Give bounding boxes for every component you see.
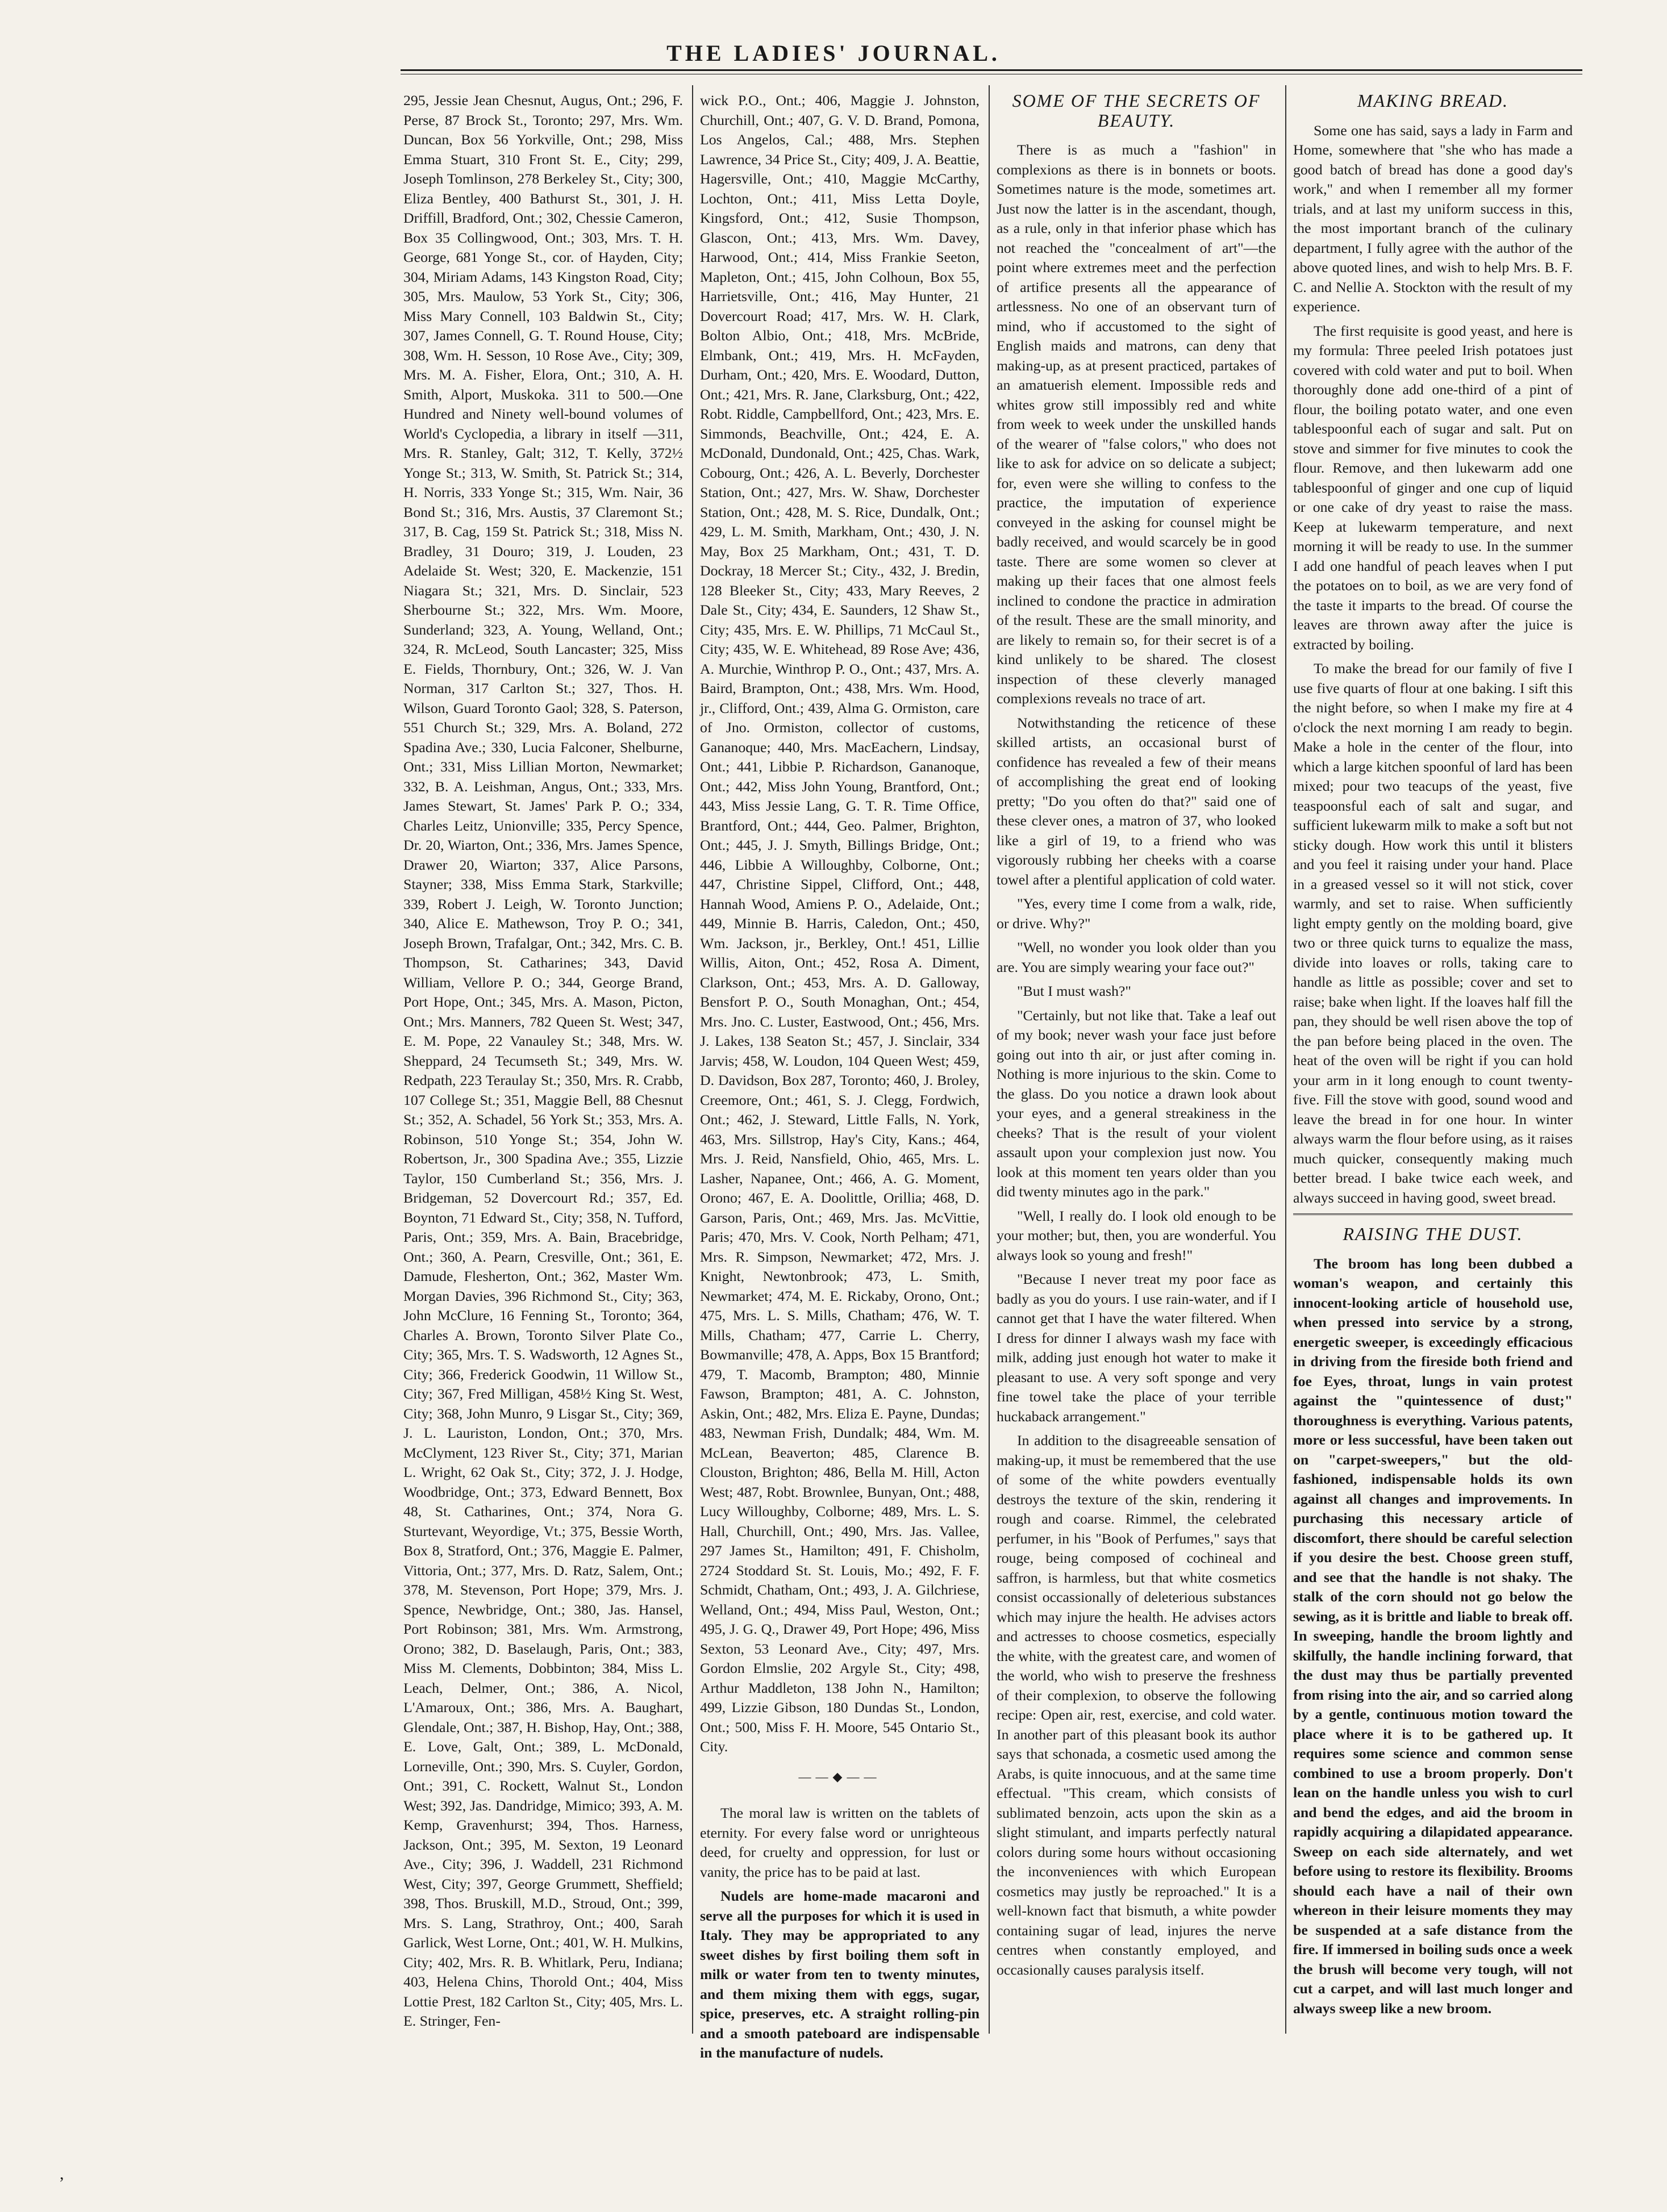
- beauty-paragraph: "Well, I really do. I look old enough to be your mother; but, then, you are wonderful. You always look so young and fresh!": [997, 1207, 1276, 1263]
- column-rule: [989, 85, 990, 2034]
- bread-paragraph: The first requisite is good yeast, and here is my formula: Three peeled Irish potatoes just covered with cold water and put to boil. When thoroughly done add one-third of a pint of flour, the boiling potato water, and one even tablespoonful each of sugar and salt. Put on stove and simmer for five minutes to cook the flour. Remove, and then lukewarm add one tablespoonful of ginger and one cup of liquid or one cake of dry yeast to raise the mass. Keep at lukewarm temperature, and next morning it will be ready to use. In the summer I add one handful of peach leaves when I put the potatoes on to boil, as we are very fond of the taste it imparts to the bread. Of course the leaves are thrown away after the juice is extracted by boiling.: [1293, 322, 1573, 653]
- article-title-beauty: SOME OF THE SECRETS OF BEAUTY.: [1012, 90, 1261, 131]
- beauty-paragraph: "Certainly, but not like that. Take a leaf out of my book; never wash your face just before going out into th air, or just after coming in. Nothing is more injurious to the skin. Come to the glass. Do you notice a drawn look about your eyes, and a general streakiness in the cheeks? That is the result of your violent assault upon your complexion just now. You look at this moment ten years older than you did twenty minutes ago in the park.": [997, 1007, 1276, 1200]
- article-title-dust: RAISING THE DUST.: [1343, 1224, 1523, 1244]
- prize-list-text-continued: wick P.O., Ont.; 406, Maggie J. Johnston, Churchill, Ont.; 407, G. V. D. Brand, Pomona, Los Angelos, Cal.; 488, Mrs. Stephen Lawrence, 34 Price St., City; 409, J. A. Beattie, Hagersville, Ont.; 410, Maggie McCarthy, Lochton, Ont.; 411, Miss Letta Doyle, Kingsford, Ont.; 412, Susie Thompson, Glascon, Ont.; 413, Mrs. Wm. Davey, Harwood, Ont.; 414, Miss Frankie Seeton, Mapleton, Ont.; 415, John Colhoun, Box 55, Harrietsville, Ont.; 416, May Hunter, 21 Dovercourt Road; 417, Mrs. W. H. Clark, Bolton Albio, Ont.; 418, Mrs. McBride, Elmbank, Ont.; 419, Mrs. H. McFayden, Durham, Ont.; 420, Mrs. E. Woodard, Dutton, Ont.; 421, Mrs. R. Jane, Clarksburg, Ont.; 422, Robt. Riddle, Campbellford, Ont.; 423, Mrs. E. Simmonds, Beachville, Ont.; 424, E. A. McDonald, Dundonald, Ont.; 425, Chas. Wark, Cobourg, Ont.; 426, A. L. Beverly, Dorchester Station, Ont.; 427, Mrs. W. Shaw, Dorchester Station, Ont.; 428, M. S. Rice, Dundalk, Ont.; 429, L. M. Smith, Markham, Ont.; 430, J. N. May, Box 25 Markham, Ont.; 431, T. D. Dockray, 18 Mercer St.; City., 432, J. Bredin, 128 Bleeker St., City; 433, Mary Reeves, 2 Dale St., City; 434, E. Saunders, 12 Shaw St., City; 435, Mrs. E. W. Phillips, 71 McCaul St., City; 435, W. E. Whitehead, 89 Rose Ave; 436, A. Murchie, Winthrop P. O., Ont.; 437, Mrs. A. Baird, Brampton, Ont.; 438, Mrs. Wm. Hood, jr., Clifford, Ont.; 439, Alma G. Ormiston, care of Jno. Ormiston, collector of customs, Gananoque; 440, Mrs. MacEachern, Lindsay, Ont.; 441, Libbie P. Richardson, Gananoque, Ont.; 442, Miss John Young, Brantford, Ont.; 443, Miss Jessie Lang, G. T. R. Time Office, Brantford, Ont.; 444, Geo. Palmer, Brighton, Ont.; 445, J. J. Smyth, Billings Bridge, Ont.; 446, Libbie A Willoughby, Colborne, Ont.; 447, Christine Sippel, Clifford, Ont.; 448, Hannah Wood, Amiens P. O., Adelaide, Ont.; 449, Minnie B. Harris, Caledon, Ont.; 450, Wm. Jackson, jr., Berkley, Ont.! 451, Lillie Willis, Aiton, Ont.; 452, Rosa A. Diment, Clarkson, Ont.; 453, Mrs. A. D. Galloway, Bensfort P. O., South Monaghan, Ont.; 454, Mrs. Jno. C. Luster, Eastwood, Ont.; 456, Mrs. J. Lakes, 138 Seaton St.; 457, J. Sinclair, 334 Jarvis; 458, W. Loudon, 104 Queen West; 459, D. Davidson, Box 287, Toronto; 460, J. Broley, Creemore, Ont.; 461, S. J. Clegg, Fordwich, Ont.; 462, J. Steward, Little Falls, N. York, 463, Mrs. Sillstrop, Hay's City, Kans.; 464, Mrs. J. Reid, Nansfield, Ohio, 465, Mrs. L. Lasher, Napanee, Ont.; 466, A. G. Moment, Orono; 467, E. A. Doolittle, Orillia; 468, D. Garson, Paris, Ont.; 469, Mrs. Jas. McVittie, Paris; 470, Mrs. V. Cook, North Pelham; 471, Mrs. R. Simpson, Newmarket; 472, Mrs. J. Knight, Newtonbrook; 473, L. Smith, Newmarket; 474, M. E. Rickaby, Orono, Ont.; 475, Mrs. L. S. Mills, Chatham; 476, W. T. Mills, Chatham; 477, Carrie L. Cherry, Bowmanville; 478, A. Apps, Box 15 Brantford; 479, T. Macomb, Brampton; 480, Minnie Fawson, Brampton; 481, A. C. Johnston, Askin, Ont.; 482, Mrs. Eliza E. Payne, Dundas; 483, Newman Frish, Dundalk; 484, Wm. M. McLean, Beaverton; 485, Clarence B. Clouston, Brighton; 486, Bella M. Hill, Acton West; 487, Robt. Brownlee, Bunyan, Ont.; 488, Lucy Willoughby, Colborne; 489, Mrs. L. S. Hall, Churchill, Ont.; 490, Mrs. Jas. Vallee, 297 James St., Hamilton; 491, F. Chisholm, 2724 Stoddard St. St. Louis, Mo.; 492, F. F. Schmidt, Chatham, Ont.; 493, J. A. Gilchriese, Welland, Ont.; 494, Miss Paul, Weston, Ont.; 495, J. G. Q., Drawer 49, Port Hope; 496, Miss Sexton, 53 Leonard Ave., City; 497, Mrs. Gordon Elmslie, 202 Argyle St., City; 498, Arthur Maddleton, 138 John N., Hamilton; 499, Lizzie Gibson, 180 Dundas St., London, Ont.; 500, Miss F. H. Moore, 545 Ontario St., City.: [700, 92, 980, 1755]
- dust-paragraph: The broom has long been dubbed a woman's weapon, and certainly this innocent-looking article of household use, when pressed into service by a strong, energetic sweeper, is exceedingly efficacious in driving from the fireside both friend and foe Eyes, throat, lungs in vain protest against the "quintessence of dust;" thoroughness is everything. Various patents, more or less successful, have been taken out on "carpet-sweepers," but the old-fashioned, indispensable holds its own against all changes and improvements. In purchasing this necessary article of discomfort, there should be careful selection if you desire the best. Choose green stuff, and see that the handle is not shaky. The stalk of the corn should not go below the sewing, as it is brittle and liable to break off. In sweeping, handle the broom lightly and skilfully, the handle inclining forward, that the dust may thus be partially prevented from rising into the air, and so carried along by a gentle, continuous motion toward the place where it is to be gathered up. It requires some science and common sense combined to use a broom properly. Don't lean on the handle unless you wish to curl and bend the edges, and aid the broom in rapidly acquiring a dilapidated appearance. Sweep on each side alternately, and wet before using to restore its flexibility. Brooms should each have a nail of their own whereon in their leisure moments they may be suspended at a safe distance from the fire. If immersed in boiling suds once a week the brush will become very tough, will not cut a carpet, and will last much longer and always sweep like a new broom.: [1293, 1255, 1573, 2017]
- nudels-paragraph: Nudels are home-made macaroni and serve all the purposes for which it is used in Italy. They may be appropriated to any sweet dishes by first boiling them soft in milk or water from ten to twenty minutes, and them mixing them with eggs, sugar, spice, preserves, etc. A straight rolling-pin and a smooth pateboard are indispensable in the manufacture of nudels.: [700, 1888, 980, 2061]
- beauty-paragraph: There is as much a "fashion" in complexions as there is in bonnets or boots. Sometimes nature is the mode, sometimes art. Just now the latter is in the ascendant, though, as a rule, only in that inferior phase which has not reached the "concealment of art"—the point where extremes meet and the perfection of artifice presents all the appearance of artlessness. No one of an observant turn of mind, who if accustomed to the sight of English maids and matrons, can deny that making-up, as at present practiced, partakes of an amatuerish element. Impossible reds and whites grow still impossibly red and white from week to week under the unskilled hands of the wearer of "false colors," who does not like to ask for advice on so delicate a subject; for, even were she willing to confess to the practice, the imputation of experience conveyed in the asking for counsel might be badly received, and would scarcely be in good taste. There are some women so clever at making up their faces that one almost feels inclined to condone the practice in admiration of the result. These are the small minority, and are likely to remain so, for their secret is of a kind unlikely to be shared. The closest inspection of these cleverly managed complexions reveals no trace of art.: [997, 141, 1276, 707]
- column-bread-dust: [1293, 91, 1573, 2034]
- beauty-paragraph: "Well, no wonder you look older than you are. You are simply wearing your face out?": [997, 939, 1276, 975]
- bread-paragraph: To make the bread for our family of five I use five quarts of flour at one baking. I sift this the night before, so when I make my fire at 4 o'clock the next morning I am ready to begin. Make a hole in the center of the flour, into which a large kitchen spoonful of lard has been mixed; pour two teacups of the yeast, five teaspoonsful each of salt and sugar, and sufficient lukewarm milk to make a soft but not sticky dough. How work this until it blisters and you feel it raising under your hand. Place in a greased vessel so it will not stick, cover warmly, and set to raise. When sufficiently light empty gently on the molding board, give two or three quick turns to equalize the mass, divide into loaves or rolls, taking care to handle as little as possible; cover and set to raise; bake when light. If the loaves half fill the pan, they should be well risen above the top of the pan before being placed in the oven. The heat of the oven will be right if you can hold your arm in it long enough to count twenty-five. Fill the stove with good, sound wood and leave the bread in for one hour. In winter always warm the flour before using, as it raises much quicker, consequently making much better bread. I bake twice each week, and always succeed in having good, sweet bread.: [1293, 660, 1573, 1206]
- column-prize-list-1: [403, 91, 683, 2034]
- moral-law-paragraph: The moral law is written on the tablets of eternity. For every false word or unrighteous deed, for cruelty and oppression, for lust or vanity, the price has to be paid at last.: [700, 1805, 980, 1880]
- beauty-paragraph: "Yes, every time I come from a walk, ride, or drive. Why?": [997, 895, 1276, 932]
- beauty-paragraph: Notwithstanding the reticence of these skilled artists, an occasional burst of confidence has revealed a few of their means of accomplishing the great end of looking pretty; "Do you often do that?" said one of these clever ones, a matron of 37, who looked like a girl of 19, to a friend who was vigorously rubbing her cheeks with a coarse towel after a plentiful application of cold water.: [997, 714, 1276, 888]
- masthead: THE LADIES' JOURNAL.: [666, 40, 1001, 66]
- beauty-paragraph: "Because I never treat my poor face as badly as you do yours. I use rain-water, and if I cannot get that I have the water filtered. When I dress for dinner I always wash my face with milk, adding just enough hot water to make it pleasant to use. A very soft sponge and very fine towel take the place of your terrible huckaback arrangement.": [997, 1271, 1276, 1425]
- column-rule: [692, 85, 693, 2034]
- section-divider: [1293, 1213, 1573, 1215]
- column-beauty: [997, 91, 1276, 2034]
- section-ornament: ——◆——: [798, 1769, 881, 1784]
- beauty-paragraph: In addition to the disagreeable sensation of making-up, it must be remembered that the use of some of the white powders eventually destroys the texture of the skin, rendering it rough and coarse. Rimmel, the celebrated perfumer, in his "Book of Perfumes," says that rouge, being composed of cochineal and saffron, is harmless, but that white cosmetics consist occassionally of deleterious substances which may injure the health. He advises actors and actresses to choose cosmetics, especially the white, with the greatest care, and women of the world, who wish to preserve the freshness of their complexion, to observe the following recipe: Open air, rest, exercise, and cold water. In another part of this pleasant book its author says that schonada, a cosmetic used among the Arabs, is quite innocuous, and at the same time effectual. "This cream, which consists of sublimated benzoin, acts upon the skin as a slight stimulant, and imparts perfectly natural colors during some hours without occasioning the inconveniences with which European cosmetics may justly be reproached." It is a well-known fact that bismuth, a white powder containing sugar of lead, injures the nerve centres when constantly employed, and occasionally causes paralysis itself.: [997, 1432, 1276, 1978]
- beauty-paragraph: "But I must wash?": [1017, 983, 1131, 999]
- prize-list-text: 295, Jessie Jean Chesnut, Augus, Ont.; 296, F. Perse, 87 Brock St., Toronto; 297, Mrs. Wm. Duncan, Box 56 Yorkville, Ont.; 298, Miss Emma Stuart, 310 Front St. E., City; 299, Joseph Tomlinson, 278 Berkeley St., City; 300, Eliza Bentley, 400 Bathurst St., 301, J. H. Driffill, Bradford, Ont.; 302, Chessie Cameron, Box 35 Collingwood, Ont.; 303, Mrs. T. H. George, 681 Yonge St., cor. of Hayden, City; 304, Miriam Adams, 143 Kingston Road, City; 305, Mrs. Maulow, 53 York St., City; 306, Miss Mary Connell, 103 Baldwin St., City; 307, James Connell, G. T. Round House, City; 308, Wm. H. Sesson, 10 Rose Ave., City; 309, Mrs. M. A. Fisher, Elora, Ont.; 310, A. H. Smith, Alport, Muskoka. 311 to 500.—One Hundred and Ninety well-bound volumes of World's Cyclopedia, a library in itself —311, Mrs. R. Stanley, Galt; 312, T. Kelly, 372½ Yonge St.; 313, W. Smith, St. Patrick St.; 314, H. Norris, 333 Yonge St.; 315, Wm. Nair, 36 Bond St.; 316, Mrs. Austis, 37 Claremont St.; 317, B. Cag, 159 St. Patrick St.; 318, Miss N. Bradley, 31 Douro; 319, J. Louden, 23 Adelaide St. West; 320, E. Mackenzie, 151 Niagara St.; 321, Mrs. D. Sinclair, 523 Sherbourne St.; 322, Mrs. Wm. Moore, Sunderland; 323, A. Young, Welland, Ont.; 324, R. McLeod, South Lancaster; 325, Miss E. Fields, Thornbury, Ont.; 326, W. J. Van Norman, 317 Carlton St.; 327, Thos. H. Wilson, Guard Toronto Gaol; 328, S. Paterson, 551 Church St.; 329, Mrs. A. Boland, 272 Spadina Ave.; 330, Lucia Falconer, Shelburne, Ont.; 331, Miss Lillian Morton, Newmarket; 332, B. A. Leishman, Angus, Ont.; 333, Mrs. James Stewart, St. James' Park P. O.; 334, Charles Leitz, Unionville; 335, Percy Spence, Dr. 20, Wiarton, Ont.; 336, Mrs. James Spence, Drawer 20, Wiarton; 337, Alice Parsons, Stayner; 338, Miss Emma Stark, Starkville; 339, Robert J. Leigh, W. Toronto Junction; 340, Alice E. Mathewson, Troy P. O.; 341, Joseph Brown, Trafalgar, Ont.; 342, Mrs. C. B. Thompson, St. Catharines; 343, David William, Vellore P. O.; 344, George Brand, Port Hope, Ont.; 345, Mrs. A. Mason, Picton, Ont.; Mrs. Manners, 782 Queen St. West; 347, E. M. Pope, 22 Vanauley St.; 348, Mrs. W. Sheppard, 24 Tecumseth St.; 349, Mrs. W. Redpath, 223 Teraulay St.; 350, Mrs. R. Crabb, 107 College St.; 351, Maggie Bell, 88 Chesnut St.; 352, A. Schadel, 56 York St.; 353, Mrs. A. Robinson, 510 Yonge St.; 354, John W. Robertson, Jr., 300 Spadina Ave.; 355, Lizzie Taylor, 150 Cumberland St.; 356, Mrs. J. Bridgeman, 52 Dovercourt Rd.; 357, Ed. Boynton, 71 Edward St., City; 358, N. Tufford, Paris, Ont.; 359, Mrs. A. Bain, Bracebridge, Ont.; 360, A. Pearn, Cresville, Ont.; 361, E. Damude, Flesherton, Ont.; 362, Master Wm. Morgan Davies, 396 Richmond St., City; 363, John McClure, 16 Fenning St., Toronto; 364, Charles A. Brown, Toronto Silver Plate Co., City; 365, Mrs. T. S. Wadsworth, 12 Agnes St., City; 366, Frederick Goodwin, 11 Willow St., City; 367, Fred Milligan, 458½ King St. West, City; 368, John Munro, 9 Lisgar St., City; 369, J. L. Lauriston, London, Ont.; 370, Mrs. McClyment, 123 River St., City; 371, Marian L. Wright, 62 Oak St., City; 372, J. J. Hodge, Woodbridge, Ont.; 373, Edward Bennett, Box 48, St. Catharines, Ont.; 374, Nora G. Sturtevant, Weyordige, Vt.; 375, Bessie Worth, Box 8, Stratford, Ont.; 376, Maggie E. Palmer, Vittoria, Ont.; 377, Mrs. D. Ratz, Salem, Ont.; 378, M. Stevenson, Port Hope; 379, Mrs. J. Spence, Newbridge, Ont.; 380, Jas. Hansel, Port Robinson; 381, Mrs. Wm. Armstrong, Orono; 382, D. Baselaugh, Paris, Ont.; 383, Miss M. Clements, Dobbinton; 384, Miss L. Leach, Delmer, Ont.; 386, A. Nicol, L'Amaroux, Ont.; 386, Mrs. A. Baughart, Glendale, Ont.; 387, H. Bishop, Hay, Ont.; 388, E. Love, Galt, Ont.; 389, L. McDonald, Lorneville, Ont.; 390, Mrs. S. Cuyler, Gordon, Ont.; 391, C. Rockett, Walnut St., London West; 392, Jas. Dandridge, Mimico; 393, A. M. Kemp, Gravenhurst; 394, Thos. Harness, Jackson, Ont.; 395, M. Sexton, 19 Leonard Ave., City; 396, J. Waddell, 231 Richmond West, City; 397, George Grummett, Sheffield; 398, Thos. Bruskill, M.D., Stroud, Ont.; 399, Mrs. S. Lang, Strathroy, Ont.; 400, Sarah Garlick, West Lorne, Ont.; 401, W. H. Mulkins, City; 402, Mrs. R. B. Whitlark, Peru, Indiana; 403, Helena Chins, Thorold Ont.; 404, Miss Lottie Prest, 182 Carlton St., City; 405, Mrs. L. E. Stringer, Fen-: [403, 92, 684, 2029]
- masthead-rule: [401, 69, 1582, 71]
- bread-paragraph: Some one has said, says a lady in Farm and Home, somewhere that "she who has made a good batch of bread has done a good day's work," and when I remember all my former trials, and at last my uniform success in this, the most important branch of the culinary department, I fully agree with the author of the above quoted lines, and wish to help Mrs. B. F. C. and Nellie A. Stockton with the result of my experience.: [1293, 122, 1573, 315]
- article-title-bread: MAKING BREAD.: [1357, 90, 1508, 111]
- margin-mark: ,: [60, 2164, 64, 2183]
- column-prize-list-2: [700, 91, 980, 2061]
- column-rule: [1285, 85, 1286, 2034]
